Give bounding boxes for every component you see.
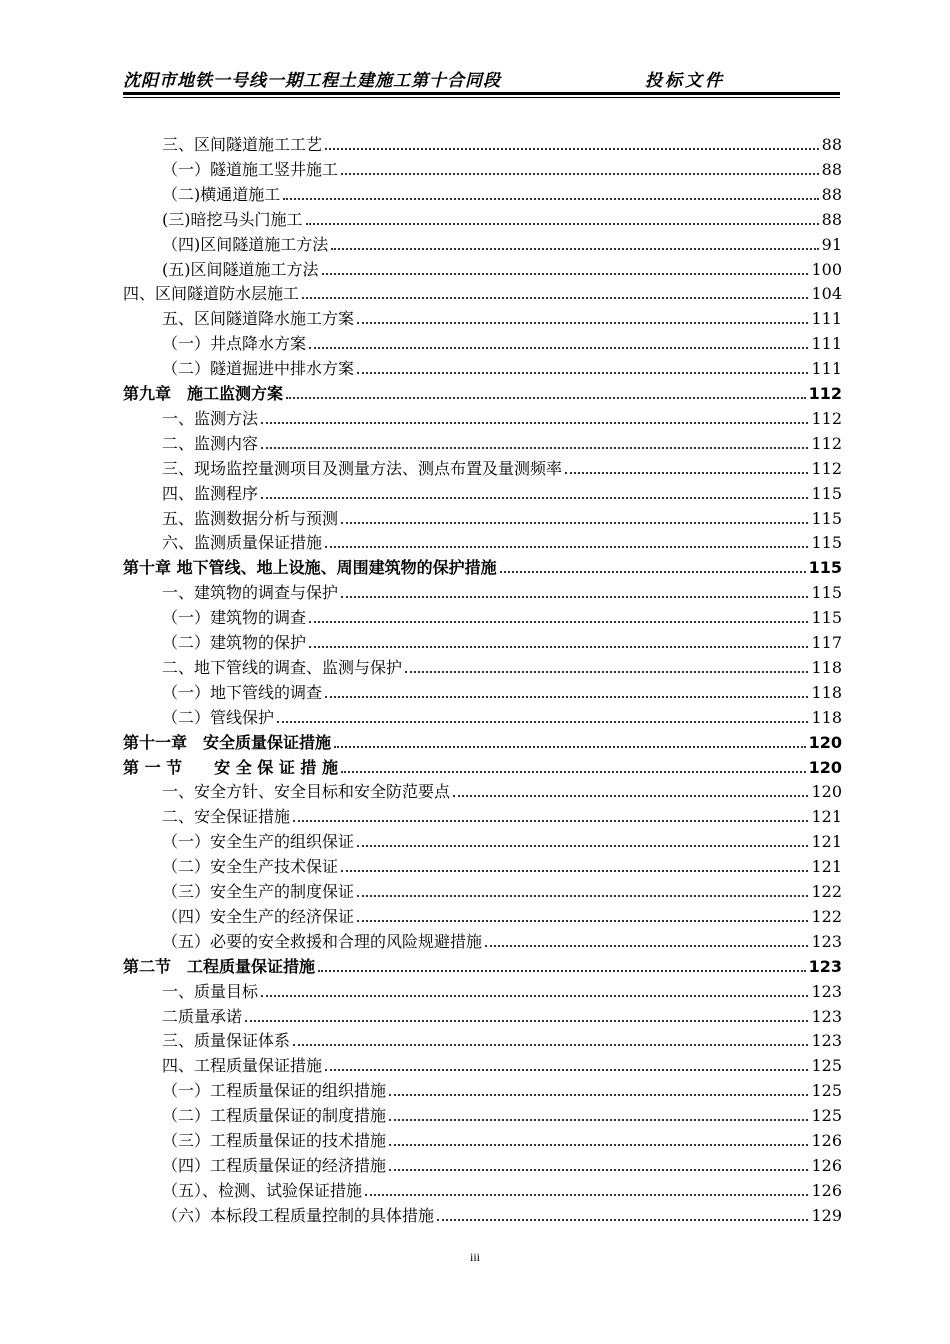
toc-entry-label: 四、工程质量保证措施 bbox=[162, 1056, 323, 1076]
toc-entry-page: 111 bbox=[811, 334, 842, 354]
toc-entry-page: 121 bbox=[811, 832, 842, 852]
toc-entry-page: 88 bbox=[821, 184, 842, 204]
toc-leader-dots bbox=[325, 546, 808, 548]
toc-entry-label: 第二节 工程质量保证措施 bbox=[123, 956, 316, 976]
toc-entry[interactable] bbox=[162, 455, 842, 480]
toc-entry-page: 129 bbox=[811, 1205, 842, 1225]
toc-leader-dots bbox=[286, 397, 806, 399]
toc-leader-dots bbox=[322, 273, 809, 275]
toc-entry[interactable] bbox=[162, 828, 842, 853]
toc-entry-page: 126 bbox=[811, 1180, 842, 1200]
toc-entry-label: 一、质量目标 bbox=[162, 981, 259, 1001]
toc-entry-label: （四）安全生产的经济保证 bbox=[162, 906, 355, 926]
toc-entry[interactable] bbox=[162, 878, 842, 903]
toc-entry-label: （一）安全生产的组织保证 bbox=[162, 832, 355, 852]
toc-entry-label: （六）本标段工程质量控制的具体措施 bbox=[162, 1205, 435, 1225]
toc-entry-label: 第九章 施工监测方案 bbox=[123, 384, 284, 403]
toc-leader-dots bbox=[341, 771, 806, 773]
toc-leader-dots bbox=[334, 746, 806, 748]
toc-entry-label: 六、监测质量保证措施 bbox=[162, 533, 323, 553]
toc-entry[interactable] bbox=[162, 928, 842, 953]
toc-entry[interactable] bbox=[162, 131, 842, 156]
toc-entry[interactable] bbox=[162, 181, 842, 206]
toc-entry[interactable] bbox=[123, 380, 842, 405]
toc-leader-dots bbox=[325, 148, 819, 150]
toc-leader-dots bbox=[389, 1144, 808, 1146]
toc-entry[interactable] bbox=[162, 903, 842, 928]
toc-entry-page: 122 bbox=[811, 882, 842, 901]
toc-leader-dots bbox=[277, 721, 808, 723]
toc-entry-label: （五）、检测、试验保证措施 bbox=[162, 1180, 363, 1200]
toc-entry-page: 126 bbox=[811, 1131, 842, 1150]
toc-entry[interactable] bbox=[162, 604, 842, 629]
toc-entry-page: 112 bbox=[811, 433, 842, 453]
toc-entry-label: （五）必要的安全救援和合理的风险规避措施 bbox=[162, 931, 483, 951]
toc-entry-page: 118 bbox=[811, 682, 842, 702]
toc-entry-page: 123 bbox=[808, 956, 842, 976]
toc-entry[interactable] bbox=[123, 554, 842, 579]
toc-entry-page: 115 bbox=[811, 483, 842, 503]
toc-entry-page: 104 bbox=[811, 284, 842, 304]
toc-entry[interactable] bbox=[162, 579, 842, 604]
toc-entry[interactable] bbox=[162, 505, 842, 530]
toc-entry[interactable] bbox=[162, 1152, 842, 1177]
toc-leader-dots bbox=[485, 945, 808, 947]
toc-entry[interactable] bbox=[123, 953, 842, 978]
toc-entry-page: 123 bbox=[811, 1006, 842, 1026]
toc-entry-label: 二、地下管线的调查、监测与保护 bbox=[162, 657, 403, 677]
toc-entry-label: （二)横通道施工 bbox=[162, 184, 281, 204]
toc-leader-dots bbox=[357, 920, 808, 922]
toc-leader-dots bbox=[389, 1169, 808, 1171]
toc-leader-dots bbox=[318, 970, 806, 972]
toc-leader-dots bbox=[261, 447, 808, 449]
toc-leader-dots bbox=[341, 596, 808, 598]
toc-leader-dots bbox=[500, 571, 806, 573]
toc-entry-label: 第十一章 安全质量保证措施 bbox=[123, 732, 332, 752]
toc-entry-page: 126 bbox=[811, 1155, 842, 1175]
toc-entry-label: （四）工程质量保证的经济措施 bbox=[162, 1155, 387, 1175]
toc-entry-label: (三)暗挖马头门施工 bbox=[162, 209, 303, 229]
toc-entry[interactable] bbox=[162, 1127, 842, 1152]
toc-entry[interactable] bbox=[162, 803, 842, 828]
toc-entry-label: （一）井点降水方案 bbox=[162, 334, 307, 354]
toc-entry-label: 三、区间隧道施工工艺 bbox=[162, 135, 323, 154]
toc-leader-dots bbox=[357, 372, 808, 374]
toc-entry-label: （一）地下管线的调查 bbox=[162, 682, 323, 702]
toc-entry[interactable] bbox=[162, 704, 842, 729]
header-rule-thin bbox=[123, 97, 840, 98]
toc-entry-label: 第十章 地下管线、地上设施、周围建筑物的保护措施 bbox=[123, 558, 497, 578]
toc-leader-dots bbox=[357, 322, 808, 324]
toc-entry-page: 112 bbox=[811, 458, 842, 478]
toc-entry[interactable] bbox=[162, 629, 842, 654]
toc-leader-dots bbox=[309, 646, 808, 648]
toc-entry-page: 88 bbox=[821, 209, 842, 229]
toc-entry[interactable] bbox=[162, 305, 842, 330]
toc-entry-label: （二）工程质量保证的制度措施 bbox=[162, 1106, 387, 1126]
toc-entry-page: 88 bbox=[821, 159, 842, 179]
toc-entry[interactable] bbox=[162, 430, 842, 455]
toc-entry-page: 117 bbox=[811, 633, 842, 652]
toc-entry[interactable] bbox=[162, 231, 842, 256]
toc-entry-page: 120 bbox=[808, 732, 842, 752]
toc-leader-dots bbox=[357, 895, 808, 897]
toc-entry[interactable] bbox=[123, 280, 842, 305]
toc-entry-label: （二）安全生产技术保证 bbox=[162, 857, 339, 877]
toc-entry-page: 115 bbox=[811, 583, 842, 603]
toc-entry-page: 122 bbox=[811, 906, 842, 926]
toc-entry[interactable] bbox=[162, 1027, 842, 1052]
toc-leader-dots bbox=[365, 1194, 808, 1196]
toc-entry-page: 88 bbox=[821, 135, 842, 154]
page-number: iii bbox=[469, 1250, 480, 1264]
toc-entry-label: （二）隧道掘进中排水方案 bbox=[162, 359, 355, 379]
header-title: 沈阳市地铁一号线一期工程土建施工第十合同段 bbox=[123, 71, 501, 91]
toc-entry[interactable] bbox=[123, 754, 842, 779]
toc-leader-dots bbox=[306, 223, 819, 225]
toc-entry-label: 四、区间隧道防水层施工 bbox=[123, 284, 300, 304]
toc-entry-label: （四)区间隧道施工方法 bbox=[162, 234, 329, 254]
toc-entry[interactable] bbox=[162, 355, 842, 380]
toc-entry-label: (五)区间隧道施工方法 bbox=[162, 259, 319, 279]
toc-entry-label: （二）建筑物的保护 bbox=[162, 633, 307, 652]
toc-entry[interactable] bbox=[162, 1102, 842, 1127]
toc-leader-dots bbox=[341, 522, 808, 524]
toc-entry-label: 三、现场监控量测项目及测量方法、测点布置及量测频率 bbox=[162, 458, 563, 478]
toc-entry-label: 三、质量保证体系 bbox=[162, 1031, 291, 1051]
toc-entry-page: 100 bbox=[811, 259, 842, 279]
toc-entry-page: 121 bbox=[811, 807, 842, 827]
toc-leader-dots bbox=[261, 497, 808, 499]
toc-entry-page: 112 bbox=[811, 408, 842, 428]
toc-entry[interactable] bbox=[162, 1077, 842, 1102]
toc-entry-page: 125 bbox=[811, 1081, 842, 1101]
toc-entry-label: （一）隧道施工竖井施工 bbox=[162, 159, 339, 179]
toc-entry-page: 125 bbox=[811, 1056, 842, 1076]
toc-entry-page: 125 bbox=[811, 1106, 842, 1126]
toc-leader-dots bbox=[245, 1020, 808, 1022]
toc-leader-dots bbox=[283, 198, 818, 200]
toc-leader-dots bbox=[437, 1219, 808, 1221]
toc-entry[interactable] bbox=[162, 1003, 842, 1028]
toc-leader-dots bbox=[331, 248, 818, 250]
toc-entry[interactable] bbox=[162, 1177, 842, 1202]
toc-entry[interactable] bbox=[162, 1202, 842, 1227]
toc-entry[interactable] bbox=[162, 156, 842, 181]
toc-leader-dots bbox=[357, 845, 808, 847]
toc-entry-label: 第 一 节 安 全 保 证 措 施 bbox=[123, 757, 338, 777]
toc-entry-page: 91 bbox=[821, 234, 842, 254]
toc-entry-page: 118 bbox=[811, 707, 842, 727]
toc-entry[interactable] bbox=[123, 729, 842, 754]
toc-entry-label: （三）工程质量保证的技术措施 bbox=[162, 1131, 387, 1150]
toc-leader-dots bbox=[565, 472, 808, 474]
toc-leader-dots bbox=[325, 1069, 808, 1071]
toc-leader-dots bbox=[453, 795, 808, 797]
toc-leader-dots bbox=[341, 173, 819, 175]
toc-entry[interactable] bbox=[162, 679, 842, 704]
toc-leader-dots bbox=[389, 1119, 808, 1121]
toc-entry-page: 118 bbox=[811, 657, 842, 677]
toc-entry-label: 一、安全方针、安全目标和安全防范要点 bbox=[162, 782, 451, 802]
toc-entry-label: 二、监测内容 bbox=[162, 433, 259, 453]
toc-entry-label: 五、区间隧道降水施工方案 bbox=[162, 309, 355, 329]
toc-entry-label: 四、监测程序 bbox=[162, 483, 259, 503]
toc-entry-page: 112 bbox=[808, 384, 842, 403]
toc-entry-label: 一、建筑物的调查与保护 bbox=[162, 583, 339, 603]
toc-entry[interactable] bbox=[162, 978, 842, 1003]
toc-entry[interactable] bbox=[162, 480, 842, 505]
header-rule-thick bbox=[123, 92, 840, 95]
toc-entry-page: 123 bbox=[811, 931, 842, 951]
toc-leader-dots bbox=[309, 347, 808, 349]
toc-entry-label: （一）工程质量保证的组织措施 bbox=[162, 1081, 387, 1101]
header-doc-type: 投标文件 bbox=[645, 71, 725, 91]
toc-leader-dots bbox=[389, 1094, 808, 1096]
toc-leader-dots bbox=[261, 995, 808, 997]
toc-leader-dots bbox=[341, 870, 808, 872]
toc-leader-dots bbox=[325, 696, 808, 698]
toc-entry-page: 111 bbox=[811, 359, 842, 379]
toc-entry-label: 二质量承诺 bbox=[162, 1006, 243, 1026]
toc-entry-label: （二）管线保护 bbox=[162, 707, 275, 727]
toc-leader-dots bbox=[405, 671, 808, 673]
toc-entry-label: （一）建筑物的调查 bbox=[162, 608, 307, 628]
toc-entry[interactable] bbox=[162, 330, 842, 355]
toc-entry-page: 115 bbox=[811, 533, 842, 553]
toc-entry[interactable] bbox=[162, 405, 842, 430]
toc-leader-dots bbox=[293, 1044, 808, 1046]
toc-entry-page: 120 bbox=[808, 757, 842, 777]
toc-entry[interactable] bbox=[162, 206, 842, 231]
toc-entry-page: 123 bbox=[811, 1031, 842, 1051]
toc-entry-label: 一、监测方法 bbox=[162, 408, 259, 428]
toc-entry[interactable] bbox=[162, 654, 842, 679]
toc-entry-page: 111 bbox=[811, 309, 842, 329]
toc-entry-page: 115 bbox=[811, 608, 842, 628]
toc-leader-dots bbox=[309, 621, 808, 623]
toc-leader-dots bbox=[293, 820, 808, 822]
toc-entry-page: 120 bbox=[811, 782, 842, 802]
toc-leader-dots bbox=[261, 422, 808, 424]
toc-entry-label: 五、监测数据分析与预测 bbox=[162, 508, 339, 528]
toc-entry[interactable] bbox=[162, 256, 842, 281]
toc-entry-page: 115 bbox=[808, 558, 842, 578]
toc-entry-page: 115 bbox=[811, 508, 842, 528]
toc-leader-dots bbox=[302, 297, 808, 299]
toc-entry[interactable] bbox=[162, 529, 842, 554]
toc-entry-page: 123 bbox=[811, 981, 842, 1001]
toc-entry[interactable] bbox=[162, 778, 842, 803]
toc-entry-label: 二、安全保证措施 bbox=[162, 807, 291, 827]
toc-entry-page: 121 bbox=[811, 857, 842, 877]
toc-entry[interactable] bbox=[162, 1052, 842, 1077]
toc-entry-label: （三）安全生产的制度保证 bbox=[162, 882, 355, 901]
toc-entry[interactable] bbox=[162, 853, 842, 878]
page-header bbox=[123, 62, 840, 92]
